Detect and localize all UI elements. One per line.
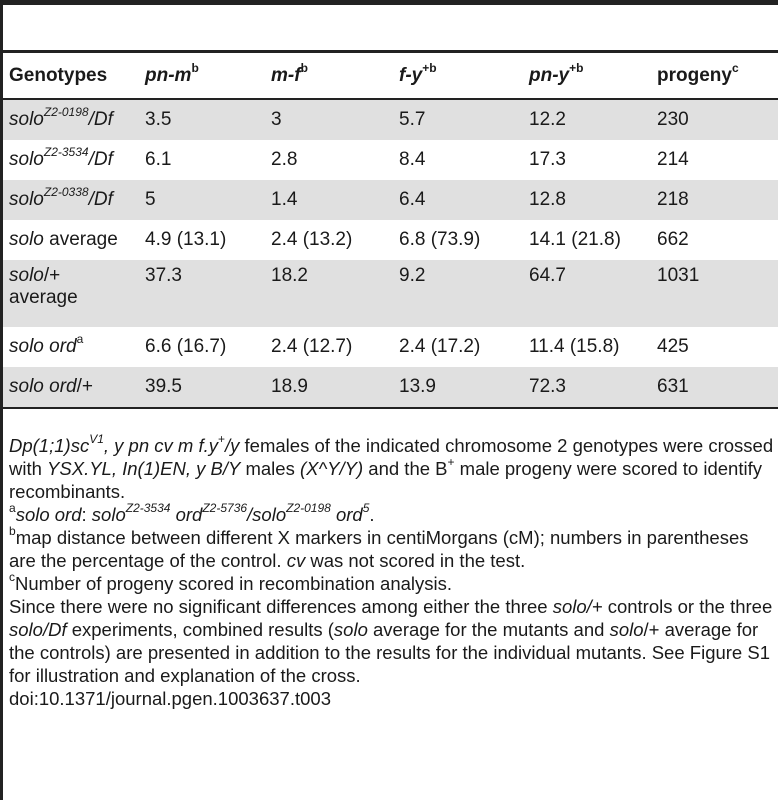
progeny-cell: 631 — [651, 367, 778, 408]
footnote-b: $^b$map distance between different X markers in centiMorgans (cM); numbers in parentheses are the percentage of the control. cv was not scored in the test. — [9, 524, 749, 571]
genotype-cell: solo ord/+ — [3, 367, 139, 408]
table-row — [3, 220, 778, 260]
footnote-explanation: Since there were no significant differences among either the three solo/+ controls or the three solo/Df experiments, combined results (solo average for the mutants and solo/+ average for the controls) are presented in addition to the results for the individual mutants. See Figure S1 for illustration and explanation of the cross. — [9, 596, 773, 686]
table-row — [3, 260, 778, 327]
table-row — [3, 367, 778, 408]
m-f-cell: 3 — [265, 99, 393, 140]
genotype-cell: solo$^{Z2-3534}$/Df — [9, 145, 113, 170]
pn-y-cell: 12.2 — [523, 99, 651, 140]
genotype-cell: solo$^{Z2-0338}$/Df — [3, 180, 139, 220]
progeny-cell: 662 — [657, 229, 689, 250]
m-f-cell: 18.9 — [265, 367, 393, 408]
f-y-cell: 9.2 — [393, 260, 523, 327]
header-row — [3, 53, 778, 99]
table-row — [3, 180, 778, 220]
footnote-main: $Dp(1;1)sc^{V1}$, y pn cv m f.y+/y females of the indicated chromosome 2 genotypes were crossed with YSX.YL, In(1)EN, y B/Y males (X^Y/Y) and the B+ male progeny were scored to identify recombinants. — [9, 432, 774, 502]
col-header-pn-m: $pn-m^b$ — [139, 53, 265, 99]
pn-m-cell: 5 — [139, 180, 265, 220]
genotype-cell: solo ord$^a$ — [9, 332, 84, 357]
progeny-cell: 1031 — [651, 260, 778, 327]
m-f-cell: 2.4 (13.2) — [271, 229, 353, 250]
pn-m-cell: 6.1 — [145, 149, 172, 170]
pn-y-cell: 64.7 — [523, 260, 651, 327]
f-y-cell: 6.4 — [393, 180, 523, 220]
footnote-c: $^c$Number of progeny scored in recombination analysis. — [9, 570, 453, 594]
col-header-pn-y: $pn-y^{+b}$ — [523, 53, 651, 99]
genotype-cell: solo average — [9, 229, 118, 250]
progeny-cell: 425 — [657, 336, 689, 357]
pn-m-cell: 3.5 — [139, 99, 265, 140]
footnote-a: $^a$solo ord: solo$^{Z2-3534}$ ord$^{Z2-5736}$/solo$^{Z2-0198}$ ord$^5$. — [9, 501, 375, 525]
pn-m-cell: 39.5 — [139, 367, 265, 408]
recombination-table — [3, 53, 778, 409]
genotype-cell: solo/+ average — [3, 260, 139, 327]
col-header-f-y: $f-y^{+b}$ — [393, 53, 523, 99]
caption-area — [3, 5, 778, 50]
col-header-genotypes: Genotypes — [3, 53, 139, 99]
pn-y-cell: 17.3 — [529, 149, 566, 170]
f-y-cell: 2.4 (17.2) — [399, 336, 481, 357]
pn-m-cell: 6.6 (16.7) — [145, 336, 227, 357]
f-y-cell: 6.8 (73.9) — [399, 229, 481, 250]
f-y-cell: 5.7 — [393, 99, 523, 140]
table-row — [3, 140, 778, 180]
progeny-cell: 230 — [651, 99, 778, 140]
progeny-cell: 218 — [651, 180, 778, 220]
pn-m-cell: 37.3 — [139, 260, 265, 327]
m-f-cell: 2.8 — [271, 149, 298, 170]
m-f-cell: 1.4 — [265, 180, 393, 220]
col-header-progeny: progeny$^c$ — [651, 53, 778, 99]
m-f-cell: 18.2 — [265, 260, 393, 327]
table-row — [3, 99, 778, 140]
f-y-cell: 13.9 — [393, 367, 523, 408]
col-header-m-f: $m-f^b$ — [265, 53, 393, 99]
f-y-cell: 8.4 — [399, 149, 426, 170]
pn-y-cell: 72.3 — [523, 367, 651, 408]
pn-m-cell: 4.9 (13.1) — [145, 229, 227, 250]
pn-y-cell: 12.8 — [523, 180, 651, 220]
pn-y-cell: 11.4 (15.8) — [529, 336, 620, 357]
table-row — [3, 327, 778, 367]
progeny-cell: 214 — [657, 149, 689, 170]
pn-y-cell: 14.1 (21.8) — [529, 229, 621, 250]
table-footnotes — [9, 434, 774, 710]
doi-line: doi:10.1371/journal.pgen.1003637.t003 — [9, 688, 331, 709]
genotype-cell: solo$^{Z2-0198}$/Df — [3, 99, 139, 140]
m-f-cell: 2.4 (12.7) — [271, 336, 353, 357]
